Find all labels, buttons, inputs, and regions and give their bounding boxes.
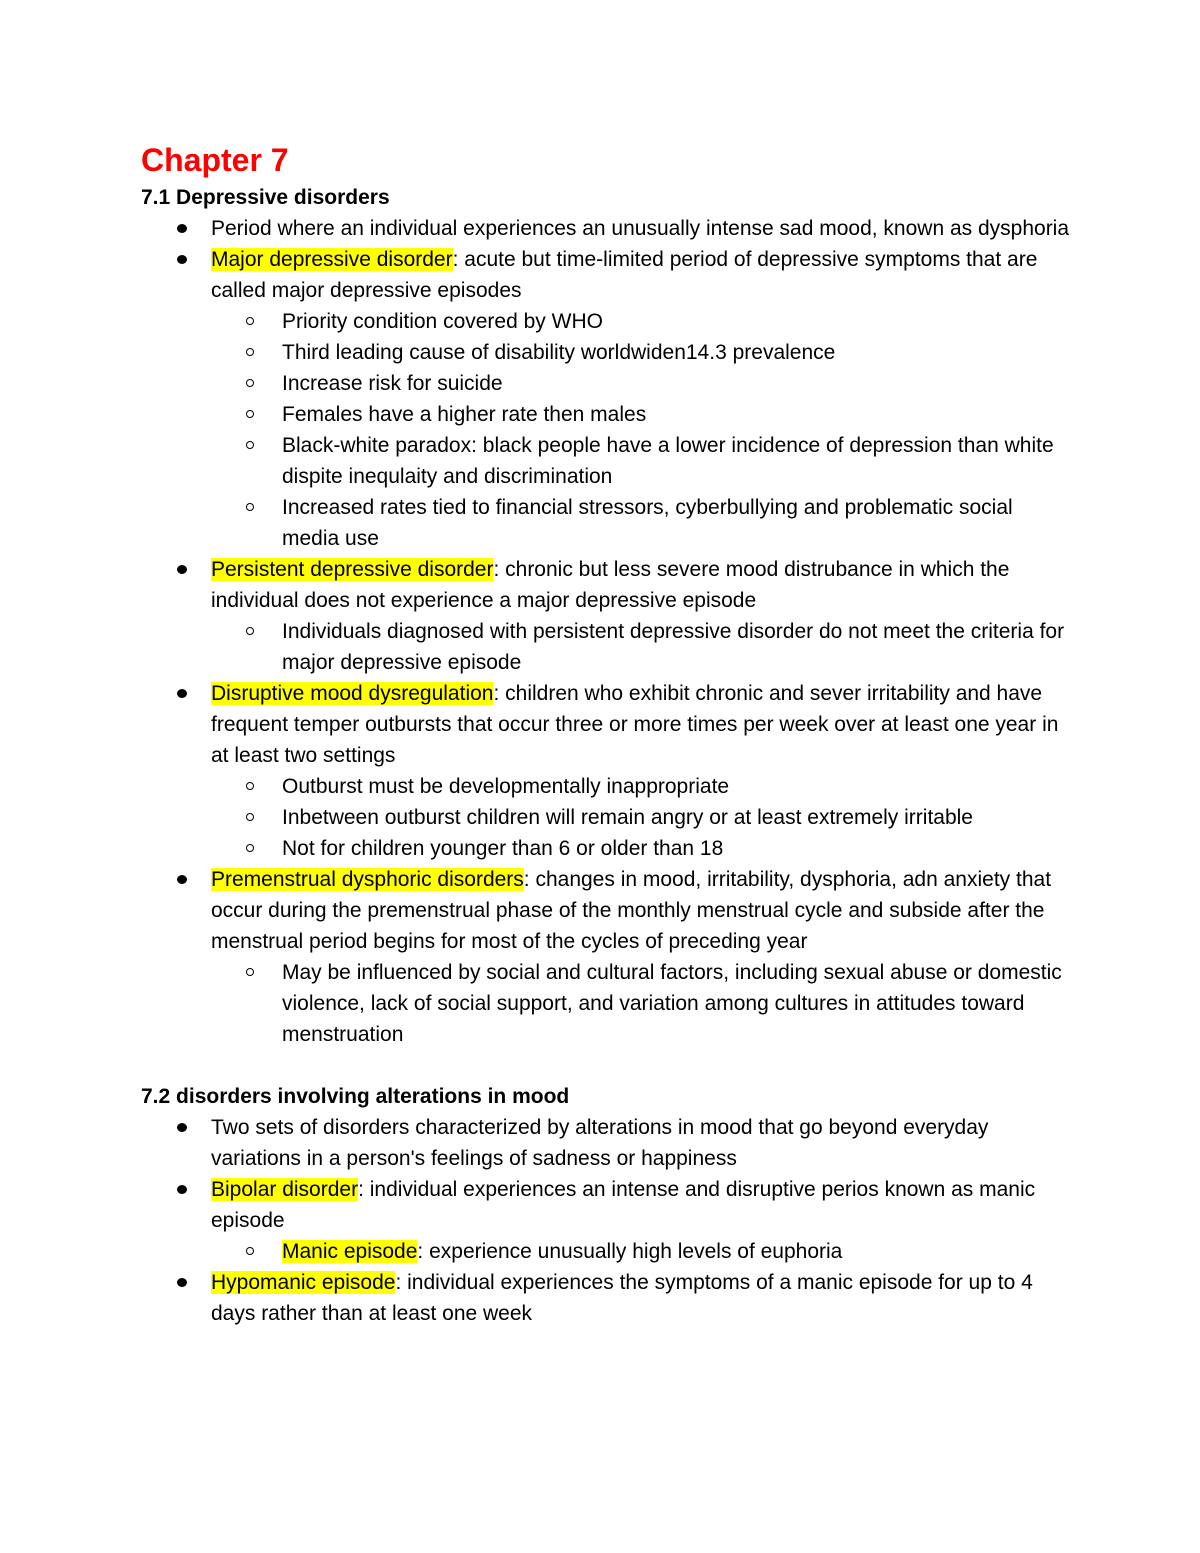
bullet-icon	[177, 224, 187, 233]
sections-container	[141, 182, 1071, 1329]
circle-bullet-icon	[246, 410, 254, 418]
sub-list	[141, 957, 1071, 1050]
circle-bullet-icon	[246, 844, 254, 852]
circle-bullet-icon	[246, 968, 254, 976]
sub-list-item	[141, 492, 1071, 554]
item-text: Inbetween outburst children will remain angry or at least extremely irritable	[282, 806, 973, 829]
bullet-icon	[177, 1123, 187, 1132]
item-text: Third leading cause of disability worldwiden14.3 prevalence	[282, 341, 836, 364]
sub-list-item	[141, 399, 1071, 430]
list-item	[141, 554, 1071, 678]
chapter-title: Chapter 7	[141, 142, 289, 178]
circle-bullet-icon	[246, 317, 254, 325]
item-text: : children who exhibit chronic and sever irritability and have frequent temper outbursts that occur three or more times per week over at least one year in at least two settings	[211, 682, 1059, 767]
sub-list-item	[141, 306, 1071, 337]
highlighted-term: Disruptive mood dysregulation	[211, 682, 494, 705]
item-text: Individuals diagnosed with persistent depressive disorder do not meet the criteria for major depressive episode	[282, 620, 1065, 674]
sub-list-item	[141, 957, 1071, 1050]
sub-list	[141, 1236, 1071, 1267]
item-text: Increased rates tied to financial stressors, cyberbullying and problematic social media use	[282, 496, 1013, 550]
item-text: : acute but time-limited period of depressive symptoms that are called major depressive episodes	[211, 248, 1038, 302]
circle-bullet-icon	[246, 441, 254, 449]
section-spacer	[141, 1050, 1071, 1081]
item-text: Period where an individual experiences an unusually intense sad mood, known as dysphoria	[211, 217, 1070, 240]
list-item	[141, 213, 1071, 244]
item-text: May be influenced by social and cultural factors, including sexual abuse or domestic violence, lack of social support, and variation among cultures in attitudes toward menstruation	[282, 961, 1062, 1046]
sub-list-item	[141, 430, 1071, 492]
section-heading: 7.1 Depressive disorders	[141, 186, 390, 209]
item-text: Black-white paradox: black people have a lower incidence of depression than white dispite inequlaity and discrimination	[282, 434, 1054, 488]
highlighted-term: Premenstrual dysphoric disorders	[211, 868, 524, 891]
circle-bullet-icon	[246, 627, 254, 635]
bullet-list	[141, 213, 1071, 1050]
highlighted-term: Hypomanic episode	[211, 1271, 396, 1294]
item-text: Females have a higher rate then males	[282, 403, 647, 426]
circle-bullet-icon	[246, 379, 254, 387]
sub-list	[141, 306, 1071, 554]
bullet-icon	[177, 1278, 187, 1287]
sub-list-item	[141, 833, 1071, 864]
sub-list-item	[141, 1236, 1071, 1267]
bullet-icon	[177, 255, 187, 264]
item-text: Two sets of disorders characterized by alterations in mood that go beyond everyday variations in a person's feelings of sadness or happiness	[211, 1116, 989, 1170]
sub-list-item	[141, 616, 1071, 678]
bullet-icon	[177, 565, 187, 574]
list-item	[141, 678, 1071, 864]
list-item	[141, 1174, 1071, 1267]
sub-list-item	[141, 802, 1071, 833]
document-page	[141, 138, 1071, 1329]
sub-list	[141, 771, 1071, 864]
circle-bullet-icon	[246, 782, 254, 790]
item-text: Outburst must be developmentally inappropriate	[282, 775, 730, 798]
item-text: : changes in mood, irritability, dysphoria, adn anxiety that occur during the premenstrual phase of the monthly menstrual cycle and subside after the menstrual period begins for most of the cycles of preceding year	[211, 868, 1052, 953]
highlighted-term: Persistent depressive disorder	[211, 558, 494, 581]
sub-list-item	[141, 337, 1071, 368]
bullet-icon	[177, 689, 187, 698]
item-text: : individual experiences an intense and disruptive perios known as manic episode	[211, 1178, 1036, 1232]
circle-bullet-icon	[246, 503, 254, 511]
circle-bullet-icon	[246, 1247, 254, 1255]
list-item	[141, 244, 1071, 554]
highlighted-term: Manic episode	[282, 1240, 418, 1263]
list-item	[141, 1267, 1071, 1329]
item-text: : chronic but less severe mood distrubance in which the individual does not experience a major depressive episode	[211, 558, 1010, 612]
highlighted-term: Bipolar disorder	[211, 1178, 359, 1201]
bullet-icon	[177, 1185, 187, 1194]
item-text: Priority condition covered by WHO	[282, 310, 603, 333]
item-text: Not for children younger than 6 or older than 18	[282, 837, 724, 860]
bullet-list	[141, 1112, 1071, 1329]
highlighted-term: Major depressive disorder	[211, 248, 453, 271]
sub-list	[141, 616, 1071, 678]
item-text: : individual experiences the symptoms of a manic episode for up to 4 days rather than at least one week	[211, 1271, 1033, 1325]
list-item	[141, 864, 1071, 1050]
circle-bullet-icon	[246, 813, 254, 821]
list-item	[141, 1112, 1071, 1174]
circle-bullet-icon	[246, 348, 254, 356]
sub-list-item	[141, 368, 1071, 399]
sub-list-item	[141, 771, 1071, 802]
item-text: Increase risk for suicide	[282, 372, 503, 395]
section-heading: 7.2 disorders involving alterations in mood	[141, 1085, 570, 1108]
item-text: : experience unusually high levels of euphoria	[417, 1240, 843, 1263]
bullet-icon	[177, 875, 187, 884]
